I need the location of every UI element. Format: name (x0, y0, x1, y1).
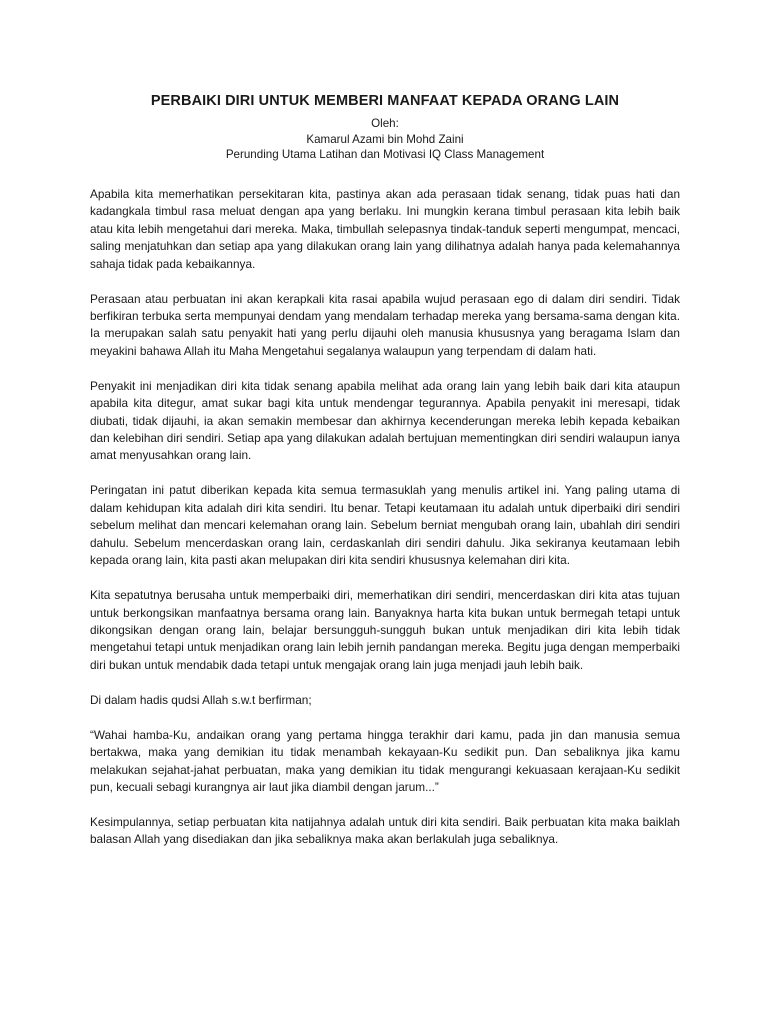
paragraph: Kita sepatutnya berusaha untuk memperbaiki diri, memerhatikan diri sendiri, mencerdaskan diri kita atas tujuan untuk berkongsikan manfaatnya bersama orang lain. Banyaknya harta kita bukan untuk bermegah tetapi untuk dikongsikan dengan orang lain, belajar bersungguh-sungguh bukan untuk menjadikan diri kita lebih tidak mengetahui tetapi untuk menjadikan orang lain lebih jernih pandangan mereka. Begitu juga dengan memperbaiki diri bukan untuk mendabik dada tetapi untuk mengajak orang lain juga menjadi jauh lebih baik. (90, 588, 680, 672)
document-header (90, 92, 680, 163)
author-name: Kamarul Azami bin Mohd Zaini (306, 132, 464, 146)
paragraph: Penyakit ini menjadikan diri kita tidak senang apabila melihat ada orang lain yang lebih baik dari kita ataupun apabila kita ditegur, amat sukar bagi kita untuk mendengar tegurannya. Apabila penyakit ini meresapi, tidak diubati, tidak dijauhi, ia akan semakin membesar dan akhirnya kecenderungan mereka lebih kepada kebaikan dan kelebihan diri sendiri. Setiap apa yang dilakukan adalah bertujuan mementingkan diri sendiri walaupun ianya amat menyusahkan orang lain. (90, 378, 680, 463)
conclusion-paragraph: Kesimpulannya, setiap perbuatan kita natijahnya adalah untuk diri kita sendiri. Baik perbuatan kita maka baiklah balasan Allah yang disediakan dan jika sebaliknya maka akan berlakulah juga sebaliknya. (90, 814, 680, 847)
hadith-intro: Di dalam hadis qudsi Allah s.w.t berfirman; (90, 692, 312, 707)
byline-label: Oleh: (371, 117, 399, 130)
paragraph: Perasaan atau perbuatan ini akan kerapkali kita rasai apabila wujud perasaan ego di dalam diri sendiri. Tidak berfikiran terbuka serta mempunyai dendam yang mendalam terhadap mereka yang bersama-sama dengan kita. Ia merupakan salah satu penyakit hati yang perlu dijauhi oleh manusia khususnya yang beragama Islam dan meyakini bahawa Allah itu Maha Mengetahui segalanya walaupun yang terpendam di dalam hati. (90, 291, 680, 358)
article-body (90, 186, 680, 849)
document-title: PERBAIKI DIRI UNTUK MEMBERI MANFAAT KEPADA ORANG LAIN (150, 93, 620, 109)
paragraph: Apabila kita memerhatikan persekitaran kita, pastinya akan ada perasaan tidak senang, tidak puas hati dan kadangkala timbul rasa meluat dengan apa yang berlaku. Ini mungkin kerana timbul perasaan kita lebih baik atau kita lebih mengetahui dari mereka. Maka, timbullah selepasnya tindak-tanduk seperti mengumpat, mencaci, saling menjatuhkan dan setiap apa yang dilakukan orang lain yang dilihatnya adalah hanya pada kelemahannya sahaja tidak pada kebaikannya. (90, 187, 680, 271)
paragraph: Peringatan ini patut diberikan kepada kita semua termasuklah yang menulis artikel ini. Yang paling utama di dalam kehidupan kita adalah diri kita sendiri. Itu benar. Tetapi keutamaan itu adalah untuk diperbaiki diri sendiri sebelum melihat dan mencari kelemahan orang lain. Sebelum berniat mengubah orang lain, ubahlah diri sendiri dahulu. Sebelum mencerdaskan orang lain, cerdaskanlah diri sendiri dahulu. Jika sekiranya keutamaan lebih kepada orang lain, kita pasti akan melupakan diri kita sendiri khususnya kelemahan diri kita. (90, 483, 680, 568)
hadith-quote: “Wahai hamba-Ku, andaikan orang yang pertama hingga terakhir dari kamu, pada jin dan manusia semua bertakwa, maka yang demikian itu tidak menambah kekayaan-Ku sedikit pun. Dan sebaliknya jika kamu melakukan sejahat-jahat perbuatan, maka yang demikian itu tidak mengurangi kekuasaan kerajaan-Ku sedikit pun, kecuali sebagi kurangnya air laut jika diambil dengan jarum...” (90, 727, 680, 794)
author-affiliation: Perunding Utama Latihan dan Motivasi IQ Class Management (225, 148, 545, 161)
